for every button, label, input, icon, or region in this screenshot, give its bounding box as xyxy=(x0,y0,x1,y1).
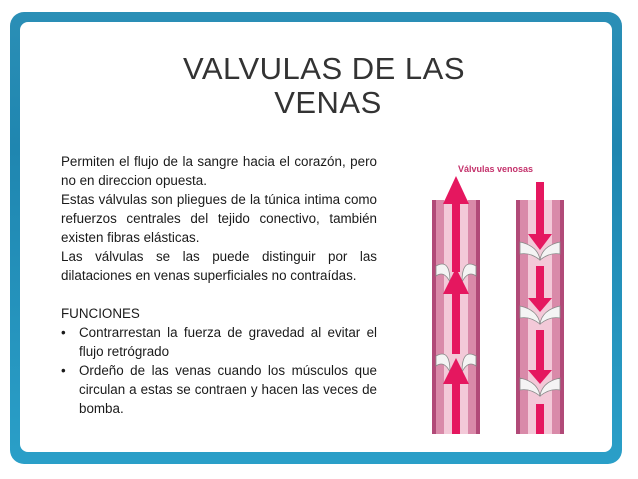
bullet-text: Ordeño de las venas cuando los músculos que circulan a estas se contraen y hacen las veces de bomba. xyxy=(79,363,377,416)
valves-illustration xyxy=(420,142,606,434)
vein-left xyxy=(432,176,480,434)
paragraph-distinguish: Las válvulas se las puede distinguir por las dilataciones en venas superficiales no contraídas. xyxy=(61,249,377,283)
bullet-dot: • xyxy=(61,363,66,378)
paragraph-flow: Permiten el flujo de la sangre hacia el corazón, pero no en direccion opuesta. xyxy=(61,154,377,188)
title-line-2: VENAS xyxy=(274,85,382,120)
paragraph-structure: Estas válvulas son pliegues de la túnica intima como refuerzos centrales del tejido conectivo, también existen fibras elásticas. xyxy=(61,192,377,245)
bullet-text: Contrarrestan la fuerza de gravedad al evitar el flujo retrógrado xyxy=(79,325,377,359)
bullet-dot: • xyxy=(61,325,66,340)
bullet-item xyxy=(61,323,377,361)
vein-right xyxy=(516,182,564,434)
funciones-list xyxy=(61,323,377,418)
slide-body xyxy=(61,152,377,418)
figure-label: Válvulas venosas xyxy=(458,164,534,174)
bullet-item xyxy=(61,361,377,418)
funciones-heading: FUNCIONES xyxy=(61,306,140,321)
title-line-1: VALVULAS DE LAS xyxy=(182,51,466,86)
spacer xyxy=(61,285,377,304)
slide-title xyxy=(0,52,638,120)
veins-svg xyxy=(420,142,606,434)
